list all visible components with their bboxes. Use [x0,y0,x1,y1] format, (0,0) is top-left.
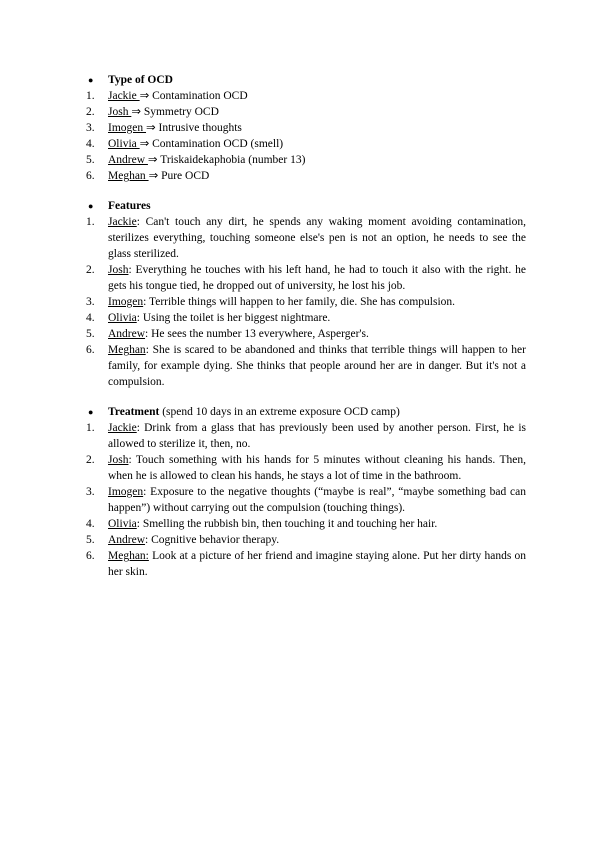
item-number: 2. [86,454,95,466]
list-item [86,262,526,294]
list-item [86,152,526,168]
item-text: : Smelling the rubbish bin, then touching it and touching her hair. [136,518,438,530]
list-item [86,452,526,484]
item-name: Jackie [108,90,140,102]
list-item [86,532,526,548]
section-treatment [86,404,526,580]
item-text: : Terrible things will happen to her family, die. She has compulsion. [143,296,456,308]
item-name: Meghan [108,344,146,356]
item-text: : Touch something with his hands for 5 minutes without cleaning his hands. Then, when he is allowed to clean his hands, he stays a lot of time in the bathroom. [108,454,526,482]
section-heading [86,198,526,214]
item-number: 2. [86,106,95,118]
item-text: : She is scared to be abandoned and thinks that terrible things will happen to her family, for example dying. She thinks that people around her are in danger. But it's not a compulsion. [108,344,526,388]
list-item [86,326,526,342]
treatment-list [86,420,526,580]
section-heading [86,404,526,420]
document-content [86,72,526,594]
item-name: Jackie [108,216,137,228]
item-number: 5. [86,328,95,340]
item-name: Andrew [108,154,148,166]
list-item [86,516,526,532]
list-item [86,168,526,184]
section-title: Treatment [108,406,160,418]
item-name: Imogen [108,296,144,308]
item-text: ⇒ Triskaidekaphobia (number 13) [147,154,306,166]
item-text: ⇒ Symmetry OCD [131,106,219,118]
item-text: : Exposure to the negative thoughts (“maybe is real”, “maybe something bad can happen”) without carrying out the compulsion (touching things). [108,486,526,514]
list-item [86,104,526,120]
item-name: Olivia [108,138,140,150]
item-number: 1. [86,422,95,434]
item-text: ⇒ Contamination OCD (smell) [139,138,284,150]
item-text: : Using the toilet is her biggest nightmare. [136,312,331,324]
list-item [86,294,526,310]
bullet-icon: ● [88,407,94,417]
section-title: Type of OCD [108,74,173,86]
section-heading [86,72,526,88]
item-text: : He sees the number 13 everywhere, Asperger's. [145,328,369,340]
item-text: ⇒ Contamination OCD [139,90,248,102]
item-number: 1. [86,90,95,102]
item-name: Meghan: [108,550,149,562]
item-number: 2. [86,264,95,276]
features-list [86,214,526,390]
item-text: Look at a picture of her friend and imagine staying alone. Put her dirty hands on her skin. [108,550,526,578]
list-item [86,214,526,262]
item-number: 3. [86,122,95,134]
item-text: ⇒ Pure OCD [148,170,210,182]
item-name: Andrew [108,534,146,546]
section-title: Features [108,200,151,212]
item-number: 4. [86,518,95,530]
list-item [86,88,526,104]
item-name: Jackie [108,422,137,434]
item-number: 3. [86,296,95,308]
item-number: 1. [86,216,95,228]
item-name: Meghan [108,170,149,182]
item-number: 5. [86,154,95,166]
item-name: Olivia [108,518,137,530]
section-features [86,198,526,390]
item-text: : Can't touch any dirt, he spends any waking moment avoiding contamination, sterilizes everything, touching someone else's pen is not an option, he needs to see the glass sterilized. [108,216,526,260]
item-number: 4. [86,312,95,324]
list-item [86,484,526,516]
item-number: 4. [86,138,95,150]
item-number: 3. [86,486,95,498]
item-number: 6. [86,344,95,356]
section-type-of-ocd [86,72,526,184]
type-list [86,88,526,184]
list-item [86,420,526,452]
item-text: : Cognitive behavior therapy. [145,534,280,546]
item-name: Josh [108,106,132,118]
item-number: 6. [86,550,95,562]
bullet-icon: ● [88,75,94,85]
item-text: : Drink from a glass that has previously been used by another person. First, he is allowed to sterilize it, then, no. [108,422,526,450]
item-name: Josh [108,264,129,276]
item-number: 5. [86,534,95,546]
item-name: Josh [108,454,129,466]
item-name: Imogen [108,486,144,498]
section-subtitle: (spend 10 days in an extreme exposure OCD camp) [159,406,400,418]
bullet-icon: ● [88,201,94,211]
item-number: 6. [86,170,95,182]
item-name: Olivia [108,312,137,324]
list-item [86,136,526,152]
item-text: : Everything he touches with his left hand, he had to touch it also with the right. he gets his tongue tied, he dropped out of university, he lost his job. [108,264,526,292]
list-item [86,310,526,326]
list-item [86,342,526,390]
list-item [86,120,526,136]
item-text: ⇒ Intrusive thoughts [146,122,242,134]
item-name: Andrew [108,328,146,340]
item-name: Imogen [108,122,147,134]
list-item [86,548,526,580]
